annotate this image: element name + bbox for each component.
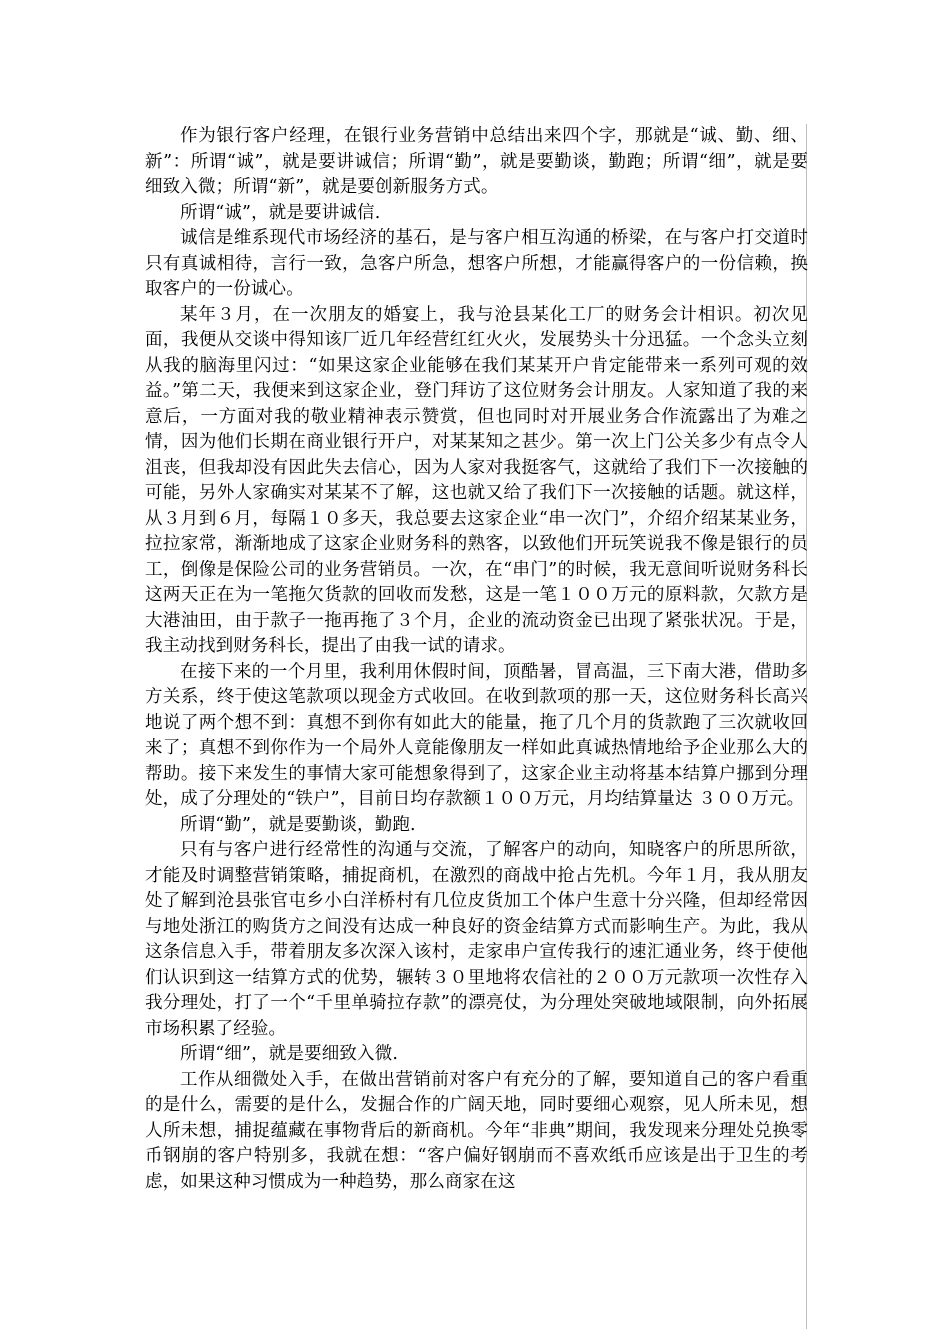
heading-xi: 所谓“细”，就是要细致入微. <box>180 1044 399 1064</box>
paragraph-cheng-story: 某年３月，在一次朋友的婚宴上，我与沧县某化工厂的财务会计相识。初次见面，我便从交谈中得知该厂近几年经营红红火火，发展势头十分迅猛。一个念头立刻从我的脑海里闪过：“如果这家企业能够在我们某某开户肯定能带来一系列可观的效益。”第二天，我便来到这家企业，登门拜访了这位财务会计朋友。人家知道了我的来意后，一方面对我的敬业精神表示赞赏，但也同时对开展业务合作流露出了为难之情，因为他们长期在商业银行开户，对某某知之甚少。第一次上门公关多少有点令人沮丧，但我却没有因此失去信心，因为人家对我挺客气，这就给了我们下一次接触的可能，另外人家确实对某某不了解，这也就又给了我们下一次接触的话题。就这样，从３月到６月，每隔１０多天，我总要去这家企业“串一次门”，介绍介绍某某业务，拉拉家常，渐渐地成了这家企业财务科的熟客，以致他们开玩笑说我不像是银行的员工，倒像是保险公司的业务营销员。一次，在“串门”的时候，我无意间听说财务科长这两天正在为一笔拖欠货款的回收而发愁，这是一笔１００万元的原料款，欠款方是大港油田，由于款子一拖再拖了３个月，企业的流动资金已出现了紧张状况。于是，我主动找到财务科长，提出了由我一试的请求。 <box>145 304 808 656</box>
paragraph-intro: 作为银行客户经理，在银行业务营销中总结出来四个字，那就是“诚、勤、细、新”：所谓“诚”，就是要讲诚信；所谓“勤”，就是要勤谈，勤跑；所谓“细”，就是要细致入微；所谓“新”，就是要创新服务方式。 <box>145 126 808 197</box>
heading-cheng: 所谓“诚”，就是要讲诚信. <box>180 202 381 223</box>
paragraph-qin: 只有与客户进行经常性的沟通与交流，了解客户的动向，知晓客户的所思所欲，才能及时调整营销策略，捕捉商机，在激烈的商战中抢占先机。今年１月，我从朋友处了解到沧县张官屯乡小白洋桥村有几位皮货加工个体户生意十分兴隆，但却经常因与地处浙江的购货方之间没有达成一种良好的资金结算方式而影响生产。为此，我从这条信息入手，带着朋友多次深入该村，走家串户宣传我行的速汇通业务，终于使他们认识到这一结算方式的优势，辗转３０里地将农信社的２００万元款项一次性存入我分理处，打了一个“千里单骑拉存款”的漂亮仗，为分理处突破地域限制，向外拓展市场积累了经验。 <box>145 840 808 1039</box>
paragraph-xi: 工作从细微处入手，在做出营销前对客户有充分的了解，要知道自己的客户看重的是什么，需要的是什么，发掘合作的广阔天地，同时要细心观察，见人所未见，想人所未想，捕捉蕴藏在事物背后的新商机。今年“非典”期间，我发现来分理处兑换零币钢崩的客户特别多，我就在想：“客户偏好钢崩而不喜欢纸币应该是出于卫生的考虑，如果这种习惯成为一种趋势，那么商家在这 <box>145 1069 808 1192</box>
document-body <box>145 124 808 1195</box>
paragraph-cheng-definition: 诚信是维系现代市场经济的基石，是与客户相互沟通的桥梁，在与客户打交道时只有真诚相待，言行一致，急客户所急，想客户所想，才能赢得客户的一份信赖，换取客户的一份诚心。 <box>145 228 808 299</box>
heading-qin: 所谓“勤”，就是要勤谈，勤跑. <box>180 814 416 835</box>
paragraph-cheng-result: 在接下来的一个月里，我利用休假时间，顶酷暑，冒高温，三下南大港，借助多方关系，终于使这笔款项以现金方式收回。在收到款项的那一天，这位财务科长高兴地说了两个想不到：真想不到你有如此大的能量，拖了几个月的货款跑了三次就收回来了；真想不到你作为一个局外人竟能像朋友一样如此真诚热情地给予企业那么大的帮助。接下来发生的事情大家可能想象得到了，这家企业主动将基本结算户挪到分理处，成了分理处的“铁户”，目前日均存款额１００万元，月均结算量达 ３００万元。 <box>145 661 808 809</box>
